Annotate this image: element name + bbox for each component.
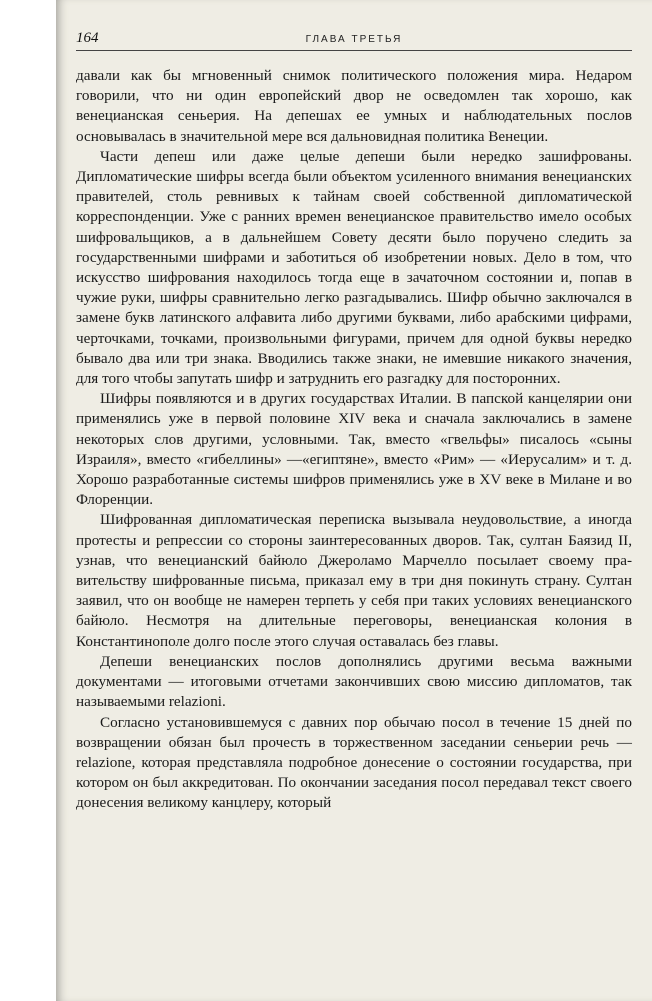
paragraph: Согласно установившемуся с давних пор обычаю посол в течение 15 дней по возвращении обязан был прочесть в торжественном заседании сеньерии речь — relazione, которая представляла подробное донесение о состоянии государства, при котором он был аккредитован. По окончании заседания посол передавал текст своего донесения великому канцлеру, который	[76, 713, 632, 812]
body-text	[76, 66, 632, 814]
paragraph: Шифры появляются и в других государствах Италии. В папской канцелярии они применялись уже в первой половине XIV века и сначала заключались в замене некоторых слов другими, условными. Так, вместо «гвельфы» писалось «сыны Израиля», вместо «гибеллины» —«египтяне», вместо «Рим» — «Иерусалим» и т. д. Хорошо разработанные системы шифров применялись уже в XV веке в Милане и во Флоренции.	[76, 390, 632, 509]
page-number: 164	[76, 30, 99, 46]
book-page	[56, 0, 652, 1001]
paragraph: Депеши венецианских послов дополнялись другими весьма важными документами — итоговыми отчетами закончивших свою миссию дипломатов, так называемыми relazioni.	[76, 652, 632, 711]
paragraph: Шифрованная дипломатическая переписка вызывала неудовольствие, а иногда протесты и репрессии со стороны заинтересованных дворов. Так, султан Баязид II, узнав, что венецианский байюло Джероламо Марчелло посылает своему правительству шифрованные письма, приказал ему в три дня покинуть страну. Султан заявил, что он вообще не намерен терпеть у себя при таких условиях венецианского байюло. Несмотря на длительные переговоры, венецианская колония в Константинополе долго после этого случая оставалась без главы.	[76, 511, 632, 650]
paragraph: Части депеш или даже целые депеши были нередко зашифрованы. Дипломатические шифры всегда были объектом усиленного внимания венецианских правителей, столь ревнивых к тайнам своей собственной дипломатической корреспонденции. Уже с ранних времен венецианское правительство имело особых шифровальщиков, а в дальнейшем Совету десяти было поручено следить за государственными шифрами и заботиться об изобретении новых. Дело в том, что искусство шифрования находилось тогда еще в зачаточном состоянии и, попав в чужие руки, шифры сравнительно легко разгадывались. Шифр обычно заключался в замене букв латинского алфавита либо другими буквами, либо арабскими цифрами, черточками, точками, произвольными фигурами, причем для одной буквы нередко бывало два или три знака. Вводились также знаки, не имевшие никакого значения, для того чтобы запутать шифр и затруднить его разгадку для посторонних.	[76, 147, 632, 388]
running-head: ГЛАВА ТРЕТЬЯ	[305, 34, 403, 45]
paragraph: давали как бы мгновенный снимок политического положения мира. Недаром говорили, что ни один европейский двор не осведомлен так хорошо, как венецианская сеньерия. На депешах ее умных и наблюдательных послов основывалась в значительной мере вся дальновидная политика Венеции.	[76, 67, 632, 145]
page-header	[76, 30, 632, 51]
